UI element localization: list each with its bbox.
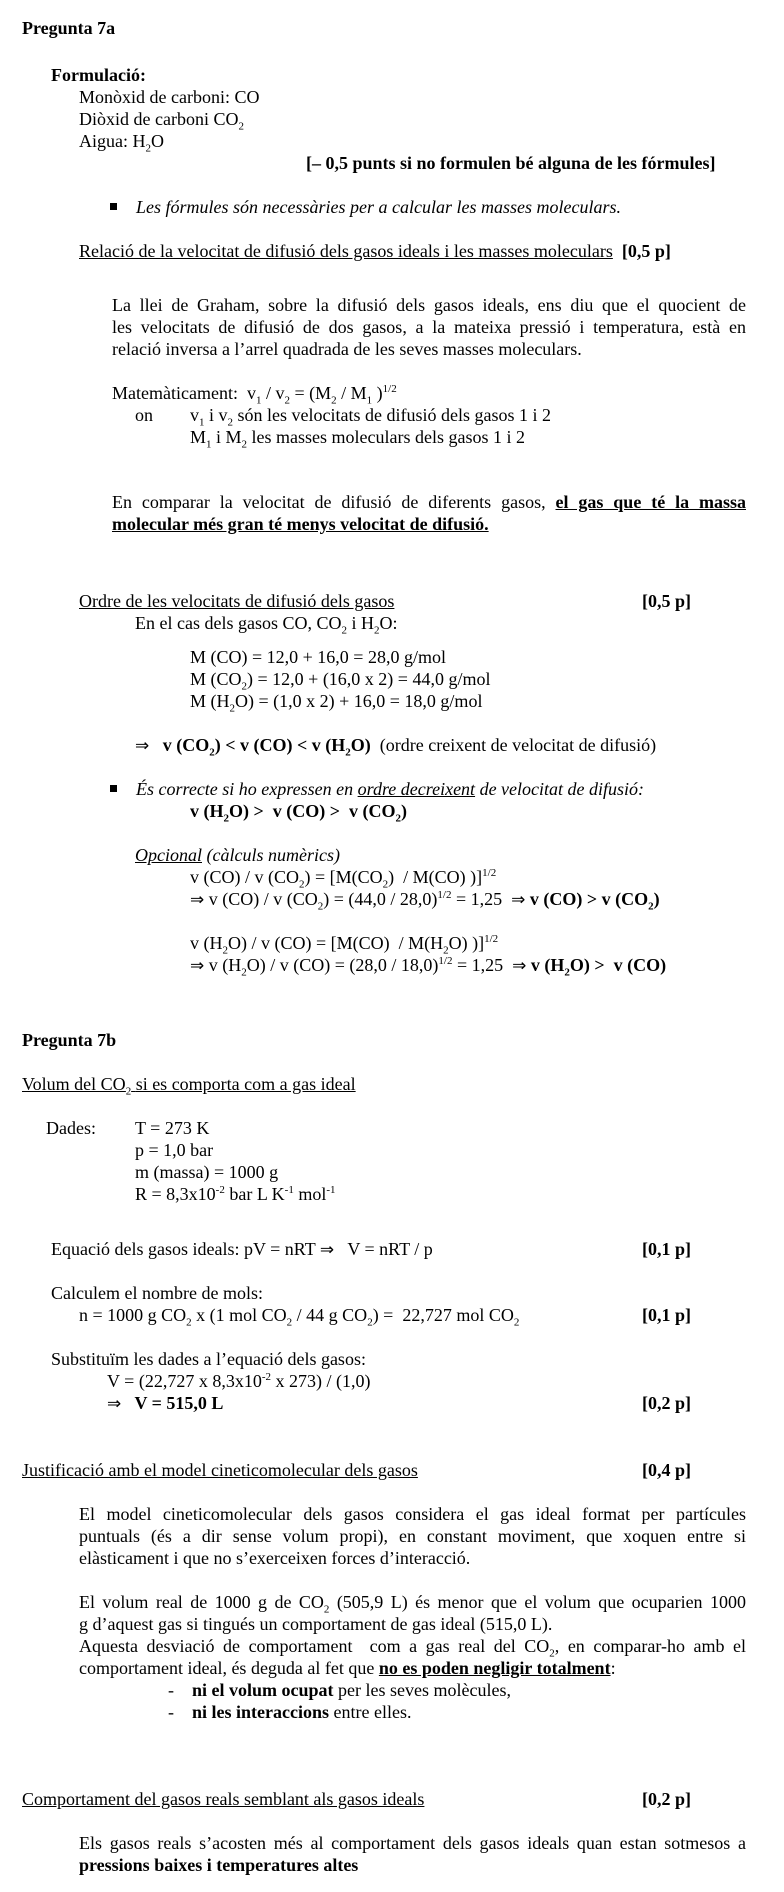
calc-ratio-co-co2: v (CO) / v $(CO_2) = [M(CO_2) / M(CO)$ )]$^{1/2}$ (190, 867, 497, 891)
implies-arrow-icon: ⇒ (512, 956, 527, 976)
formulas-note: Les fórmules són necessàries per a calcular les masses moleculars. (136, 197, 621, 217)
mass-co2: M $(CO_2) = 12,0 + (16,0$ x 2) = 44,0 g/mol (190, 669, 491, 693)
substitution-label: Substituïm les dades a l’equació dels gasos: (51, 1349, 366, 1369)
velocity-order: ⇒ v $(CO_2) < v$ (CO) < v $(H_2O)$ (ordre creixent de velocitat de difusió) (135, 735, 657, 759)
justificacio-heading: Justificació amb el model cineticomolecular dels gasos (22, 1460, 418, 1480)
equation-points: [0,1 p] (642, 1239, 691, 1259)
substitution-points: [0,2 p] (642, 1393, 691, 1413)
implies-arrow-icon: ⇒ (511, 890, 526, 910)
model-line-2: puntuals (és a dir sense volum propi), en constant moviment, que xoquen entre si (79, 1526, 746, 1546)
decreasing-order: v $(H_2O) > v$ (CO) > v $(CO_2)$ (190, 801, 407, 825)
justificacio-points: [0,4 p] (642, 1460, 691, 1480)
ideal-gas-equation: Equació dels gasos ideals: pV = nRT ⇒ V = nRT / p (51, 1239, 433, 1260)
decreasing-note: És correcte si ho expressen en ordre decreixent de velocitat de difusió: (136, 779, 645, 799)
ordre-heading: Ordre de les velocitats de difusió dels gasos (79, 591, 395, 611)
dades-label: Dades: (46, 1118, 96, 1138)
graham-line-2: les velocitats de difusió de dos gasos, a la mateixa pressió i temperatura, està en (112, 317, 746, 337)
implies-arrow-icon: ⇒ (135, 736, 150, 756)
mass-co: M (CO) = 12,0 + 16,0 = 28,0 g/mol (190, 647, 446, 667)
compare-line-2: molecular més gran té menys velocitat de difusió. (112, 514, 489, 534)
on-label: on (135, 405, 153, 425)
real-volume-line-1: El volum real de 1000 g de $CO_2$ (505,9 L) és menor que el volum que ocuparien 1000 (79, 1592, 746, 1616)
question-7a-title: Pregunta 7a (22, 18, 116, 38)
implies-arrow-icon: ⇒ (190, 890, 205, 910)
mols-label: Calculem el nombre de mols: (51, 1283, 263, 1303)
implies-arrow-icon: ⇒ (319, 1240, 335, 1260)
volume-result: ⇒ V = 515,0 L (107, 1393, 224, 1414)
velocity-definition: $v_1$ i $v_2$ són les velocitats de difusió dels gasos 1 i 2 (190, 405, 551, 429)
mols-points: [0,1 p] (642, 1305, 691, 1325)
calc-ratio-h2o-co: v $(H_2O)$ / v $(CO) = [M(CO) / M(H_2O)$ )]$^{1/2}$ (190, 933, 499, 957)
deviation-item-volume: - ni el volum ocupat per les seves molècules, (168, 1680, 511, 1700)
h2o-label: Aigua: $H_2O$ (79, 131, 164, 155)
relacio-heading: Relació de la velocitat de difusió dels gasos ideals i les masses moleculars [0,5 p] (79, 241, 671, 261)
co-label: Monòxid de carboni: CO (79, 87, 260, 107)
formulacio-heading: Formulació: (51, 65, 146, 85)
volume-calculation: V = (22,727 x $8,3x10^{-2}$ x 273) / (1,0) (107, 1371, 371, 1391)
dada-temperature: T = 273 K (135, 1118, 210, 1138)
graham-formula: Matemàticament: $v_1 / v_2 = (M_2 / M_1$ )$^{1/2}$ (112, 383, 397, 407)
implies-arrow-icon: ⇒ (107, 1394, 122, 1414)
mols-calculation: n = 1000 g $CO_2$ x (1 mol $CO_2 / 44$ g $CO_2) = 22,727$ mol $CO_2$ (79, 1305, 520, 1329)
compare-line-1: En comparar la velocitat de difusió de diferents gasos, el gas que té la massa (112, 492, 747, 512)
model-line-3: elàsticament i que no s’exerceixen forces d’interacció. (79, 1548, 471, 1568)
implies-arrow-icon: ⇒ (190, 956, 205, 976)
co2-label: Diòxid de carboni $CO_2$ (79, 109, 244, 133)
comportament-points: [0,2 p] (642, 1789, 691, 1809)
dada-mass: m (massa) = 1000 g (135, 1162, 279, 1182)
calc-result-co-co2: ⇒ v (CO) / v $(CO_2) = (44,0 / 28,0)^{1/2} = 1,25$ ⇒ v (CO) > v $(CO_2)$ (190, 889, 660, 913)
deviation-line-1: Aquesta desviació de comportament com a gas real del $CO_2$, en comparar-ho amb el (79, 1636, 747, 1660)
final-line-1: Els gasos reals s’acosten més al comportament dels gasos ideals quan estan sotmesos a (79, 1833, 746, 1853)
deviation-line-2: comportament ideal, és deguda al fet que no es poden negligir totalment: (79, 1658, 616, 1678)
comportament-heading: Comportament del gasos reals semblant als gasos ideals (22, 1789, 425, 1809)
bullet-icon (110, 203, 117, 210)
volum-heading: Volum del $CO_2$ si es comporta com a gas ideal (22, 1074, 356, 1098)
dada-pressure: p = 1,0 bar (135, 1140, 214, 1160)
mass-definition: $M_1$ i $M_2$ les masses moleculars dels gasos 1 i 2 (190, 427, 525, 451)
model-line-1: El model cineticomolecular dels gasos considera el gas ideal format per partícules (79, 1504, 746, 1524)
ordre-intro: En el cas dels gasos CO, $CO_2$ i $H_2O$: (135, 613, 398, 637)
final-line-2: pressions baixes i temperatures altes (79, 1855, 359, 1875)
graham-line-1: La llei de Graham, sobre la difusió dels gasos ideals, ens diu que el quocient de (112, 295, 746, 315)
formula-penalty-note: [– 0,5 punts si no formulen bé alguna de les fórmules] (306, 153, 716, 173)
bullet-icon (110, 785, 117, 792)
real-volume-line-2: g d’aquest gas si tingués un comportament de gas ideal (515,0 L). (79, 1614, 553, 1634)
graham-line-3: relació inversa a l’arrel quadrada de les seves masses moleculars. (112, 339, 582, 359)
deviation-item-interactions: - ni les interaccions entre elles. (168, 1702, 412, 1722)
dada-gas-constant: $R = 8,3x10^{-2}$ bar L $K^{-1}$ mol$^{-1}$ (135, 1184, 336, 1204)
calc-result-h2o-co: ⇒ v $(H_2O)$ / v (CO) = (28,0 / 18,0)$^{1/2}$ = 1,25 ⇒ v $(H_2O) > v$ (CO) (190, 955, 667, 979)
mass-h2o: M $(H_2O) = (1,0$ x 2) + 16,0 = 18,0 g/mol (190, 691, 483, 715)
ordre-points: [0,5 p] (642, 591, 691, 611)
opcional-heading: Opcional (càlculs numèrics) (135, 845, 340, 865)
question-7b-title: Pregunta 7b (22, 1030, 117, 1050)
